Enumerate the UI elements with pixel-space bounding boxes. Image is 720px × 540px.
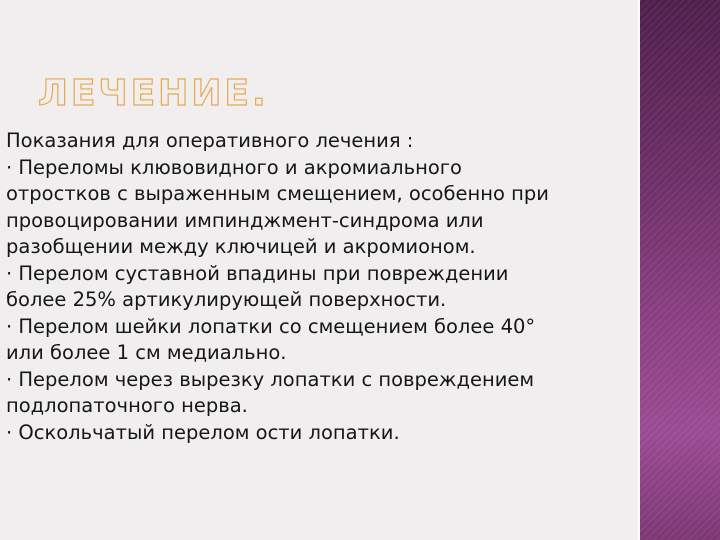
body-line: или более 1 см медиально. xyxy=(6,341,287,364)
decorative-sidebar xyxy=(640,0,720,540)
body-line: отростков с выраженным смещением, особенно при xyxy=(6,182,549,205)
body-line: провоцировании импинджмент-синдрома или xyxy=(6,208,484,232)
body-line: · Перелом суставной впадины при повреждении xyxy=(6,261,509,285)
body-line: · Переломы клювовидного и акромиального xyxy=(6,155,462,179)
body-line: · Перелом через вырезку лопатки с повреждением xyxy=(6,367,535,391)
slide-body xyxy=(6,128,636,446)
body-line: разобщении между ключицей и акромионом. xyxy=(6,235,476,258)
slide-title: ЛЕЧЕНИЕ. xyxy=(38,73,269,114)
body-line-heading: Показания для оперативного лечения : xyxy=(6,129,414,152)
body-line: · Оскольчатый перелом ости лопатки. xyxy=(6,420,400,444)
body-line: более 25% артикулирующей поверхности. xyxy=(6,288,447,311)
body-line: · Перелом шейки лопатки со смещением более 40° xyxy=(6,314,536,338)
body-line: подлопаточного нерва. xyxy=(6,394,248,417)
